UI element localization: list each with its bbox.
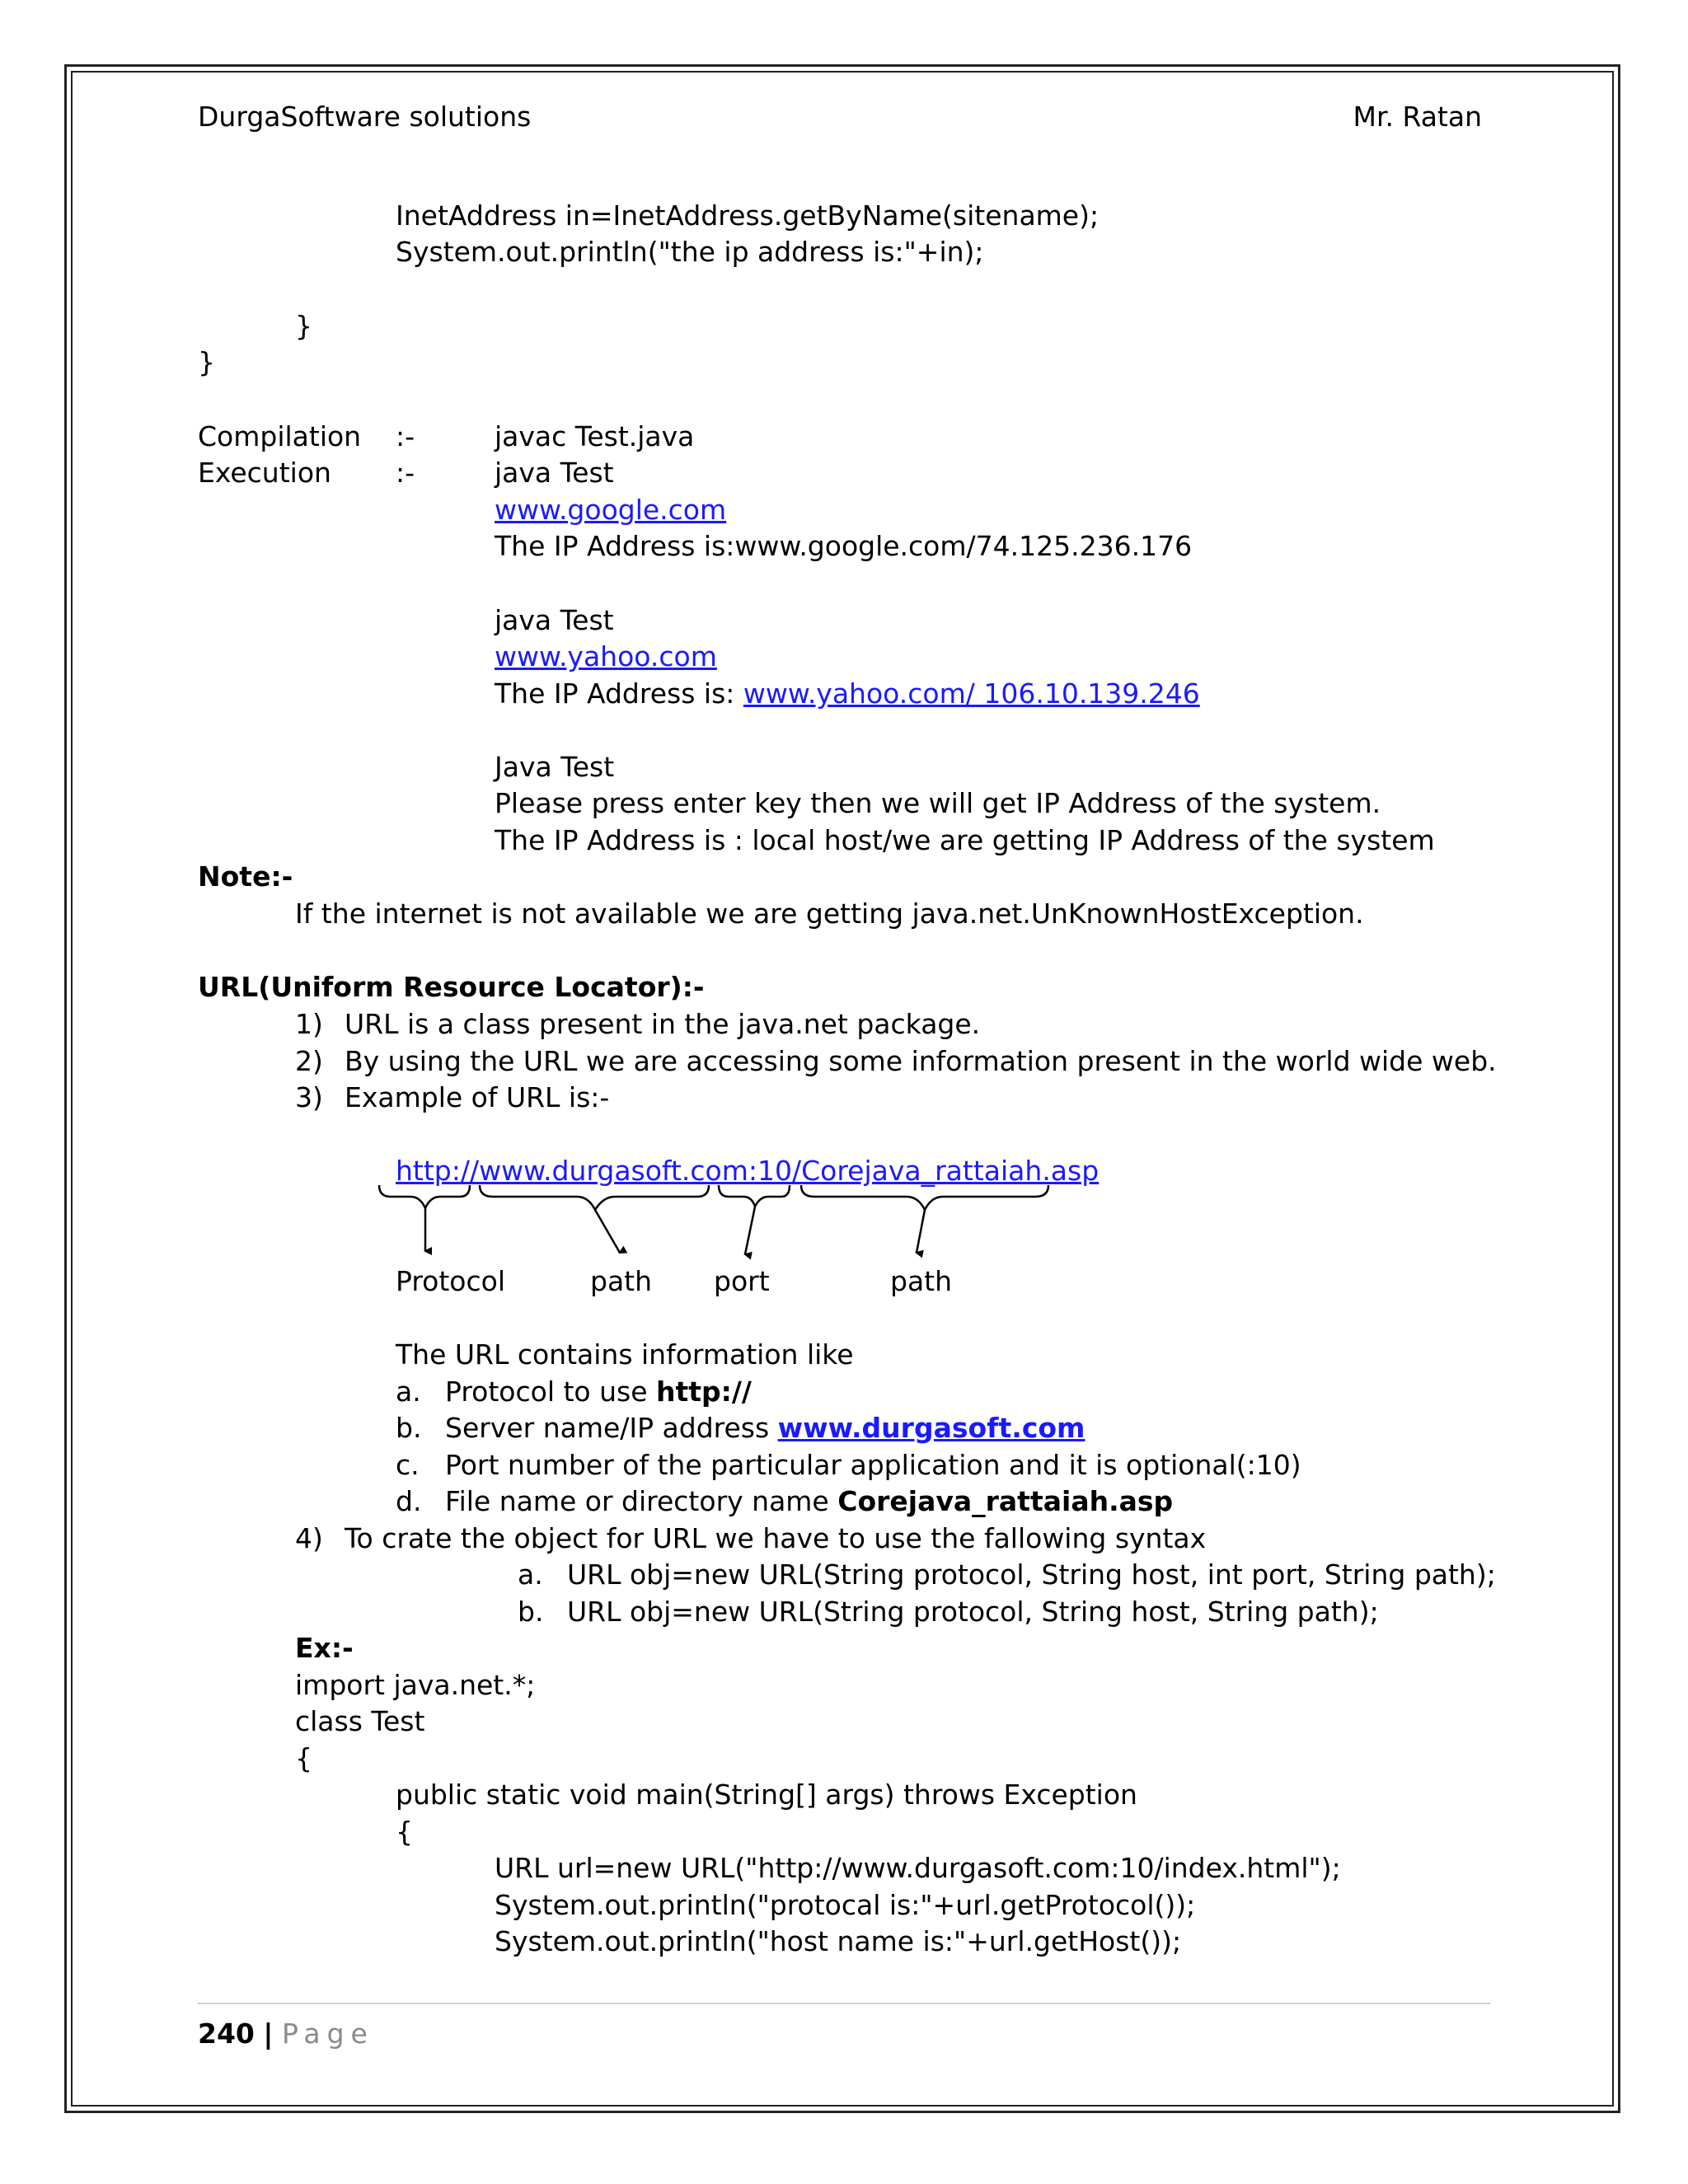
execution-line: Please press enter key then we will get IP Address of the system.: [495, 787, 1381, 819]
list-item: Example of URL is:-: [345, 1081, 610, 1113]
file-arrow: [917, 1210, 925, 1253]
protocol-brace: [379, 1185, 470, 1208]
list-number: 1): [295, 1008, 323, 1040]
code-line: InetAddress in=InetAddress.getByName(sitename);: [396, 199, 1100, 232]
list-letter: a.: [396, 1376, 421, 1408]
page-separator: |: [263, 2018, 274, 2050]
note-text: If the internet is not available we are getting java.net.UnKnownHostException.: [295, 898, 1364, 930]
execution-line: Java Test: [495, 751, 615, 783]
execution-line: The IP Address is : local host/we are getting IP Address of the system: [495, 824, 1435, 856]
code-line: System.out.println("the ip address is:"+in);: [396, 236, 984, 268]
host-arrow: [595, 1210, 620, 1253]
header-right: Mr. Ratan: [1353, 101, 1482, 133]
diagram-label-port: port: [714, 1265, 770, 1297]
code-brace: }: [295, 310, 312, 342]
contains-intro: The URL contains information like: [396, 1338, 854, 1371]
list-item: URL is a class present in the java.net package.: [345, 1008, 981, 1040]
code-line: public static void main(String[] args) throws Exception: [396, 1779, 1137, 1811]
list-number: 4): [295, 1522, 323, 1554]
host-brace: [480, 1185, 709, 1210]
list-item: [445, 1483, 1173, 1520]
file-brace: [801, 1185, 1048, 1210]
list-letter: a.: [518, 1558, 543, 1591]
list-item: [445, 1410, 1085, 1446]
list-item: Port number of the particular application and it is optional(:10): [445, 1449, 1301, 1481]
list-item-text: Server name/IP address: [445, 1412, 778, 1444]
syntax-line: URL obj=new URL(String protocol, String host, int port, String path);: [567, 1558, 1496, 1591]
page-footer: [198, 2016, 374, 2052]
note-heading: Note:-: [198, 860, 293, 893]
list-letter: b.: [518, 1596, 544, 1628]
syntax-line: URL obj=new URL(String protocol, String host, String path);: [567, 1596, 1379, 1628]
list-letter: b.: [396, 1412, 422, 1444]
list-number: 3): [295, 1081, 323, 1113]
execution-line: java Test: [495, 604, 614, 636]
list-item-bold: Corejava_rattaiah.asp: [837, 1485, 1174, 1517]
code-brace: }: [198, 346, 215, 378]
list-number: 2): [295, 1045, 323, 1077]
execution-line: java Test: [495, 457, 614, 489]
diagram-label-protocol: Protocol: [396, 1265, 505, 1297]
code-line: System.out.println("host name is:"+url.getHost());: [495, 1925, 1182, 1957]
port-arrow: [745, 1207, 755, 1254]
list-item: By using the URL we are accessing some information present in the world wide web.: [345, 1045, 1497, 1077]
execution-sep: :-: [396, 457, 415, 489]
list-item-bold: http://: [656, 1376, 752, 1408]
url-heading: URL(Uniform Resource Locator):-: [198, 971, 705, 1003]
execution-line: The IP Address is:www.google.com/74.125.236.176: [495, 530, 1193, 562]
url-breakdown-diagram: [363, 1185, 1055, 1276]
compilation-label: Compilation: [198, 420, 362, 452]
code-line: URL url=new URL("http://www.durgasoft.com:10/index.html");: [495, 1852, 1341, 1884]
list-letter: c.: [396, 1449, 420, 1481]
code-line: System.out.println("protocal is:"+url.getProtocol());: [495, 1889, 1196, 1921]
port-brace: [719, 1185, 790, 1207]
durgasoft-link[interactable]: www.durgasoft.com: [777, 1412, 1085, 1444]
example-url-link[interactable]: http://www.durgasoft.com:10/Corejava_rattaiah.asp: [396, 1155, 1100, 1187]
compilation-cmd: javac Test.java: [495, 420, 695, 452]
code-line: {: [295, 1742, 312, 1774]
example-heading: Ex:-: [295, 1632, 354, 1664]
footer-divider: [198, 2003, 1490, 2004]
list-item-text: File name or directory name: [445, 1485, 838, 1517]
code-line: import java.net.*;: [295, 1669, 536, 1701]
yahoo-link[interactable]: www.yahoo.com: [495, 640, 717, 673]
page-word: Page: [281, 2018, 374, 2050]
list-letter: d.: [396, 1485, 422, 1517]
google-link[interactable]: www.google.com: [495, 494, 727, 526]
execution-text: The IP Address is:: [495, 677, 743, 710]
yahoo-ip-link[interactable]: www.yahoo.com/ 106.10.139.246: [743, 677, 1200, 710]
diagram-label-path: path: [890, 1265, 953, 1297]
compilation-sep: :-: [396, 420, 415, 452]
diagram-label-path: path: [590, 1265, 653, 1297]
header-left: DurgaSoftware solutions: [198, 101, 532, 133]
page-number: 240: [198, 2018, 255, 2050]
code-line: {: [396, 1816, 413, 1848]
list-item-text: Protocol to use: [445, 1376, 656, 1408]
list-item: [445, 1374, 752, 1410]
code-line: class Test: [295, 1705, 425, 1737]
execution-label: Execution: [198, 457, 331, 489]
execution-line: [495, 676, 1200, 712]
list-item: To crate the object for URL we have to use the fallowing syntax: [345, 1522, 1207, 1554]
